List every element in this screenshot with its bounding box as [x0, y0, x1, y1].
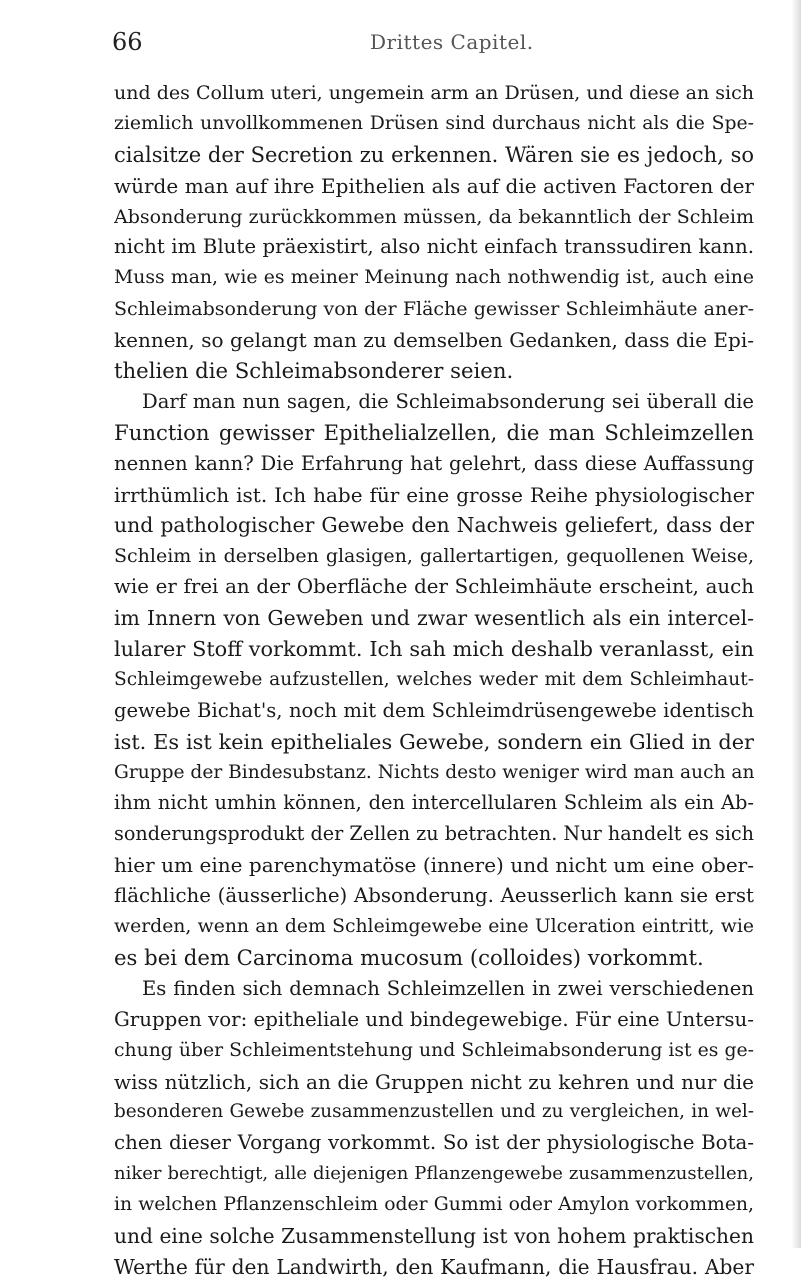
- text-line: Schleim in derselben glasigen, gallertartigen, gequollenen Weise,: [114, 545, 754, 568]
- text-line: und des Collum uteri, ungemein arm an Drüsen, und diese an sich: [114, 82, 754, 104]
- text-line: kennen, so gelangt man zu demselben Gedanken, dass die Epi-: [114, 328, 754, 353]
- text-line: niker berechtigt, alle diejenigen Pflanzengewebe zusammenzustellen,: [114, 1163, 754, 1185]
- text-line: Absonderung zurückkommen müssen, da bekanntlich der Schleim: [114, 205, 754, 228]
- text-line: besonderen Gewebe zusammenzustellen und zu vergleichen, in wel-: [114, 1101, 754, 1123]
- text-line: thelien die Schleimabsonderer seien.: [114, 358, 514, 384]
- text-line: Schleimgewebe aufzustellen, welches weder mit dem Schleimhaut-: [114, 668, 754, 690]
- text-line: es bei dem Carcinoma mucosum (colloides) vorkommt.: [114, 944, 704, 970]
- text-line: Gruppen vor: epitheliale und bindegewebige. Für eine Untersu-: [114, 1007, 754, 1031]
- text-line: gewebe Bichat's, noch mit dem Schleimdrüsengewebe identisch: [114, 698, 754, 722]
- text-line: würde man auf ihre Epithelien als auf die activen Factoren der: [114, 173, 754, 198]
- text-line: lularer Stoff vorkommt. Ich sah mich deshalb veranlasst, ein: [114, 637, 754, 662]
- text-line: wiss nützlich, sich an die Gruppen nicht zu kehren und nur die: [114, 1069, 754, 1094]
- page-number: 66: [112, 28, 143, 56]
- text-line: ziemlich unvollkommenen Drüsen sind durchaus nicht als die Spe-: [114, 112, 754, 134]
- text-line: sonderungsprodukt der Zellen zu betrachten. Nur handelt es sich: [114, 822, 754, 846]
- body-text: [114, 78, 754, 1283]
- text-line: Gruppe der Bindesubstanz. Nichts desto weniger wird man auch an: [114, 761, 754, 783]
- text-line: Es finden sich demnach Schleimzellen in zwei verschiedenen: [142, 976, 754, 1000]
- page-edge-shadow: [791, 0, 801, 1248]
- text-line: Muss man, wie es meiner Meinung nach nothwendig ist, auch eine: [114, 267, 754, 289]
- text-line: Werthe für den Landwirth, den Kaufmann, die Hausfrau. Aber: [114, 1254, 754, 1279]
- text-line: chen dieser Vorgang vorkommt. So ist der physiologische Bota-: [114, 1131, 754, 1155]
- text-line: Function gewisser Epithelialzellen, die man Schleimzellen: [114, 419, 754, 445]
- text-line: chung über Schleimentstehung und Schleimabsonderung ist es ge-: [114, 1039, 754, 1061]
- running-head: Drittes Capitel.: [370, 30, 534, 54]
- text-line: Darf man nun sagen, die Schleimabsonderung sei überall die: [142, 389, 754, 413]
- text-line: ist. Es ist kein epitheliales Gewebe, sondern ein Glied in der: [114, 729, 754, 754]
- page-header: [112, 28, 752, 58]
- text-line: nicht im Blute präexistirt, also nicht einfach transsudiren kann.: [114, 235, 754, 259]
- text-line: hier um eine parenchymatöse (innere) und nicht um eine ober-: [114, 853, 754, 878]
- text-line: irrthümlich ist. Ich habe für eine grosse Reihe physiologischer: [114, 482, 754, 507]
- text-line: ihm nicht umhin können, den intercellularen Schleim als ein Ab-: [114, 791, 754, 815]
- text-line: cialsitze der Secretion zu erkennen. Wären sie es jedoch, so: [114, 142, 754, 167]
- text-line: in welchen Pflanzenschleim oder Gummi oder Amylon vorkommen,: [114, 1194, 754, 1216]
- text-line: im Innern von Geweben und zwar wesentlich als ein intercel-: [114, 606, 754, 631]
- text-line: und pathologischer Gewebe den Nachweis geliefert, dass der: [114, 513, 754, 538]
- text-line: wie er frei an der Oberfläche der Schleimhäute erscheint, auch: [114, 575, 754, 599]
- text-line: Schleimabsonderung von der Fläche gewisser Schleimhäute aner-: [114, 298, 754, 321]
- text-line: werden, wenn an dem Schleimgewebe eine Ulceration eintritt, wie: [114, 916, 754, 938]
- text-line: und eine solche Zusammenstellung ist von hohem praktischen: [114, 1223, 754, 1248]
- text-line: flächliche (äusserliche) Absonderung. Aeusserlich kann sie erst: [114, 884, 754, 908]
- text-line: nennen kann? Die Erfahrung hat gelehrt, dass diese Auffassung: [114, 451, 754, 475]
